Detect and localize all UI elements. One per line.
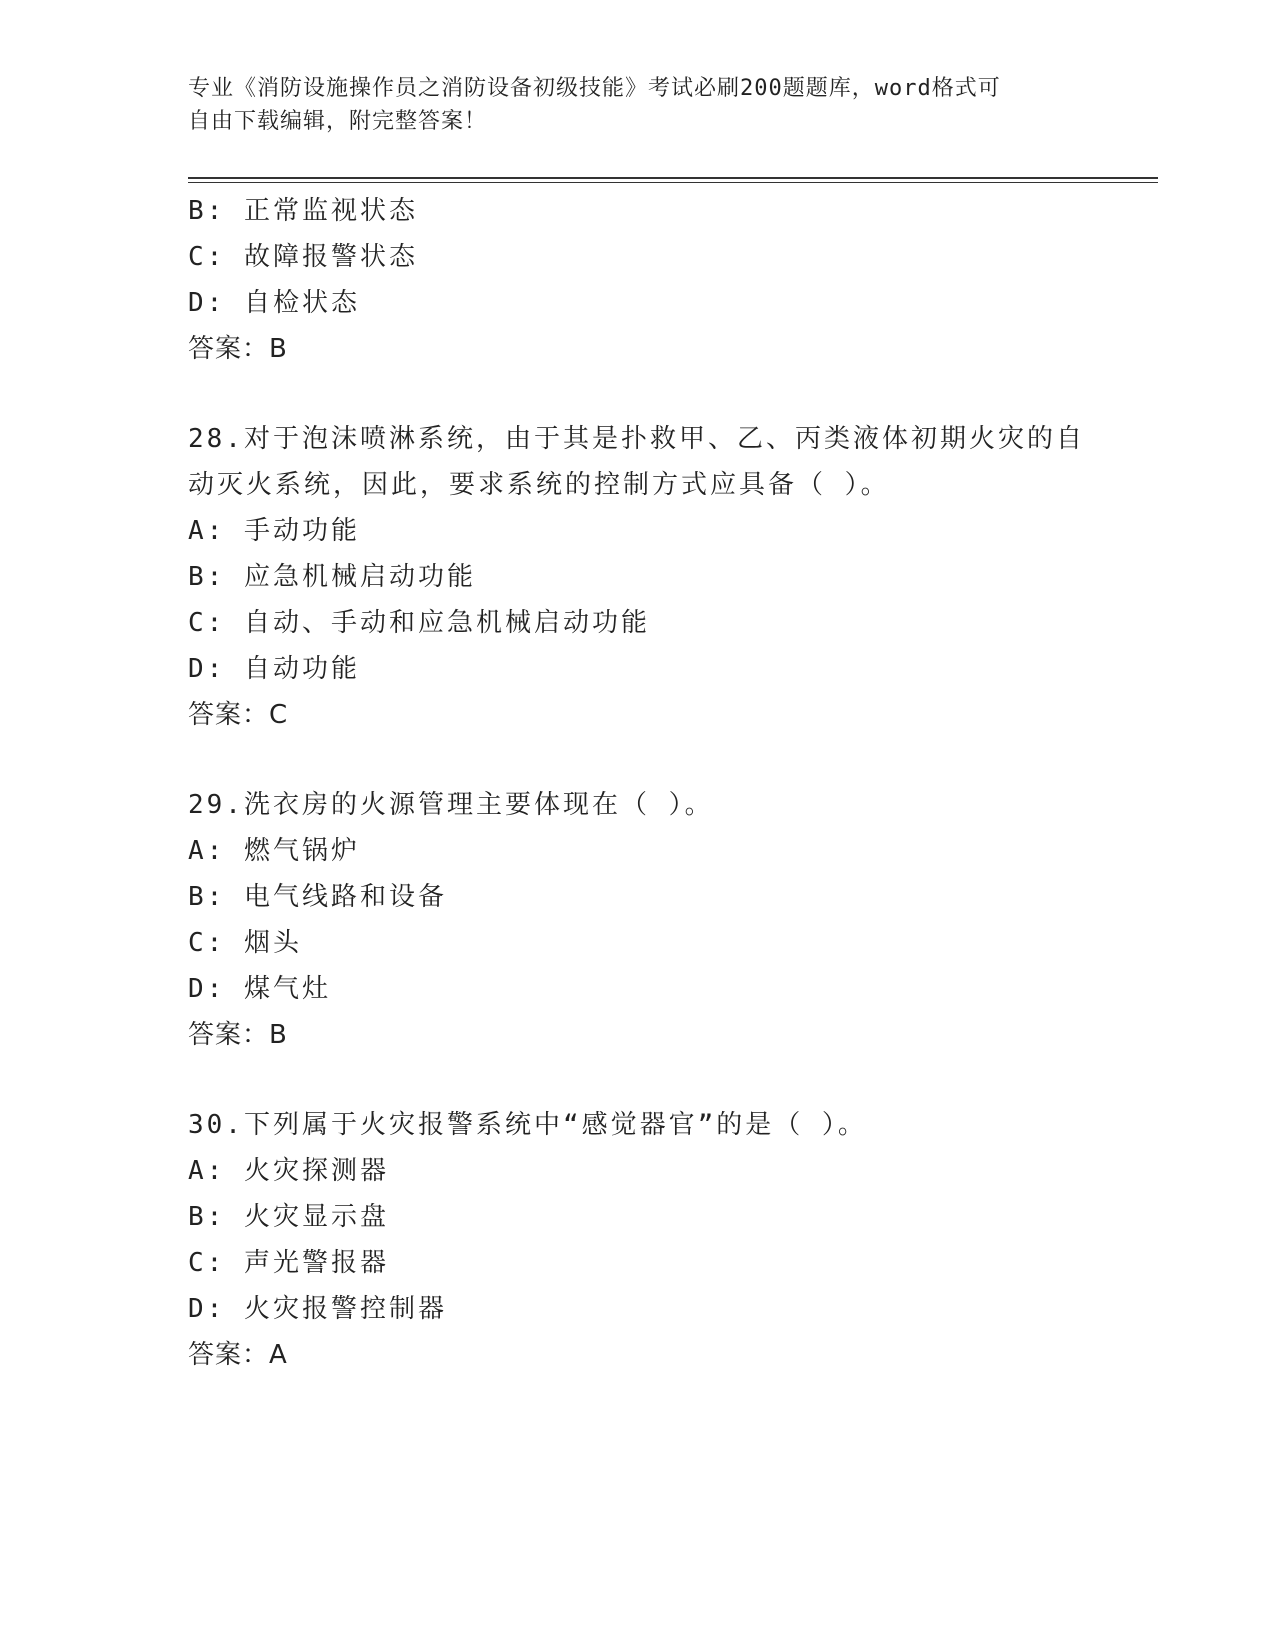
spacer xyxy=(188,1058,1088,1102)
answer-line: 答案：A xyxy=(188,1340,288,1370)
header-line-1: 专业《消防设施操作员之消防设备初级技能》考试必刷200题题库，word格式可 xyxy=(188,76,1001,101)
question-list xyxy=(188,188,1088,1378)
option-a: A: 火灾探测器 xyxy=(188,1156,389,1186)
answer-line: 答案：B xyxy=(188,1020,288,1050)
answer-line: 答案：C xyxy=(188,700,289,730)
question-30 xyxy=(188,1102,1088,1378)
question-stem: 30.下列属于火灾报警系统中“感觉器官”的是（ ）。 xyxy=(188,1110,867,1140)
question-stem: 动灭火系统，因此，要求系统的控制方式应具备（ ）。 xyxy=(188,470,890,500)
header-divider-thin xyxy=(188,182,1158,183)
option-d: D: 自动功能 xyxy=(188,654,360,684)
option-b: B: 应急机械启动功能 xyxy=(188,562,476,592)
option-c: C: 烟头 xyxy=(188,928,302,958)
question-stem: 28.对于泡沫喷淋系统，由于其是扑救甲、乙、丙类液体初期火灾的自 xyxy=(188,424,1085,454)
spacer xyxy=(188,372,1088,416)
option-b: B: 电气线路和设备 xyxy=(188,882,447,912)
header-line-2: 自由下载编辑，附完整答案！ xyxy=(188,109,488,134)
answer-line: 答案：B xyxy=(188,334,288,364)
option-a: A: 手动功能 xyxy=(188,516,360,546)
question-stem: 29.洗衣房的火源管理主要体现在（ ）。 xyxy=(188,790,714,820)
option-b: B: 火灾显示盘 xyxy=(188,1202,389,1232)
question-29 xyxy=(188,782,1088,1058)
spacer xyxy=(188,738,1088,782)
option-d: D: 自检状态 xyxy=(188,288,360,318)
header-divider-thick xyxy=(188,177,1158,179)
question-28 xyxy=(188,416,1088,738)
document-header xyxy=(188,72,1088,138)
option-d: D: 火灾报警控制器 xyxy=(188,1294,447,1324)
option-c: C: 声光警报器 xyxy=(188,1248,389,1278)
option-a: A: 燃气锅炉 xyxy=(188,836,360,866)
option-c: C: 自动、手动和应急机械启动功能 xyxy=(188,608,650,638)
option-d: D: 煤气灶 xyxy=(188,974,331,1004)
question-27-continuation xyxy=(188,188,1088,372)
option-c: C: 故障报警状态 xyxy=(188,242,418,272)
option-b: B: 正常监视状态 xyxy=(188,196,418,226)
